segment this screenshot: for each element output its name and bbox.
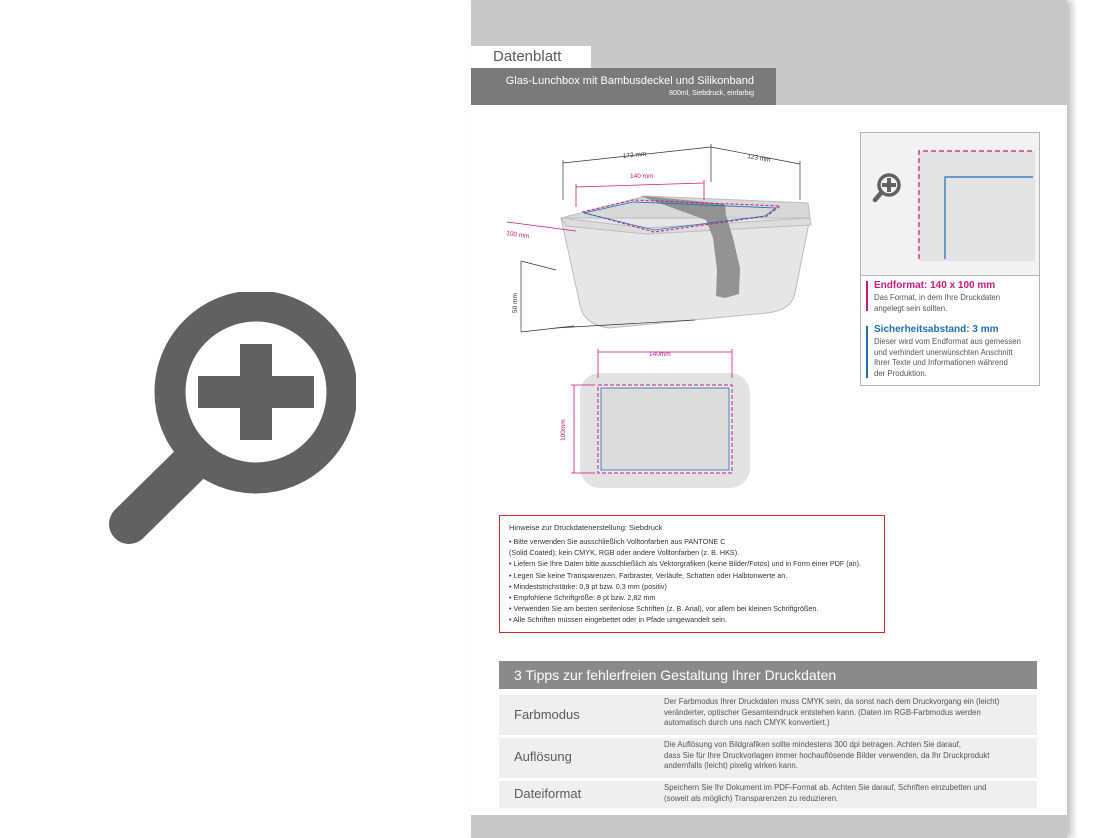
tip-text: Die Auflösung von Bildgrafiken sollte mindestens 300 dpi betragen. Achten Sie darauf, dass Sie für Ihre Druckvorlagen immer hochauflösende Bilder verwenden, da Ihr Druckprodukt andernfalls (leicht) pixelig wirken kann.	[664, 740, 990, 770]
endformat-text: Das Format, in dem Ihre Druckdaten angelegt sein sollten.	[874, 293, 1001, 313]
dim-print-width: 140 mm	[630, 173, 654, 180]
doc-type-label: Datenblatt	[471, 46, 591, 68]
notes-item: • Empfohlene Schriftgröße: 8 pt bzw. 2,82 mm	[509, 593, 656, 603]
tips-header: 3 Tipps zur fehlerfreien Gestaltung Ihrer Druckdaten	[499, 661, 1037, 689]
notes-item: • Bitte verwenden Sie ausschließlich Volltonfarben aus PANTONE C	[509, 537, 726, 546]
datasheet-page	[471, 0, 1067, 838]
zoom-in-magnifier-icon[interactable]	[104, 292, 356, 544]
tip-label: Dateiformat	[514, 786, 582, 801]
page-footer	[471, 815, 1067, 838]
product-diagram	[495, 130, 815, 500]
tip-label: Auflösung	[514, 749, 572, 764]
notes-item: • Mindeststrichstärke: 0,9 pt bzw. 0,3 mm (positiv)	[509, 581, 667, 591]
notes-item: (Solid Coated); kein CMYK, RGB oder andere Volltonfarben (z. B. HKS).	[509, 548, 740, 558]
notes-item: • Legen Sie keine Transparenzen, Farbraster, Verläufe, Schatten oder Halbtonwerte an.	[509, 570, 788, 580]
dim-width-total: 172 mm	[622, 150, 647, 160]
endformat-title: Endformat: 140 x 100 mm	[874, 280, 996, 291]
endformat-accent-bar	[866, 281, 868, 311]
safety-accent-bar	[866, 326, 868, 378]
print-data-notes	[499, 515, 885, 633]
product-title-bar	[471, 68, 776, 105]
notes-title: Hinweise zur Druckdatenerstellung: Siebdruck	[509, 523, 663, 532]
notes-item: • Liefern Sie Ihre Daten bitte ausschließlich als Vektorgrafiken (keine Bilder/Fotos) und in Form einer PDF (an).	[509, 559, 862, 569]
tip-text: Speichern Sie Ihr Dokument im PDF-Format ab. Achten Sie darauf, Schriften einzubetten und (soweit als möglich) Transparenzen zu reduzieren.	[664, 783, 987, 803]
tip-row-resolution	[499, 738, 1037, 778]
format-legend	[860, 132, 1040, 386]
dim-depth-total: 123 mm	[746, 153, 771, 165]
dim-print-depth: 100 mm	[505, 230, 530, 241]
tip-row-file-format	[499, 781, 1037, 808]
flat-print-area	[571, 349, 750, 488]
format-corner-detail	[917, 149, 1037, 261]
safety-margin-title: Sicherheitsabstand: 3 mm	[874, 324, 999, 335]
tip-text: Der Farbmodus Ihrer Druckdaten muss CMYK sein, da sonst nach dem Druckvorgang ein (leicht) veränderter, optischer Gesamteindruck entstehen kann. (Daten im RGB-Farbmodus werden automatisch durch uns nach CMYK konvertiert.)	[664, 697, 1000, 727]
tip-label: Farbmodus	[514, 707, 580, 722]
product-subtitle: 800ml, Siebdruck, einfarbig	[669, 90, 754, 97]
flat-height-label: 100mm	[560, 419, 567, 441]
flat-width-label: 140mm	[649, 351, 671, 358]
zoom-in-icon[interactable]	[872, 172, 902, 204]
product-title: Glas-Lunchbox mit Bambusdeckel und Silikonband	[505, 75, 754, 87]
dim-height: 50 mm	[512, 293, 519, 313]
legend-visual	[861, 133, 1039, 275]
notes-item: • Verwenden Sie am besten serifenlose Schriften (z. B. Arial), vor allem bei kleinen Schriftgrößen.	[509, 604, 819, 614]
notes-item: • Alle Schriften müssen eingebettet oder in Pfade umgewandelt sein.	[509, 615, 727, 625]
safety-margin-text: Dieser wird vom Endformat aus gemessen und verhindert unerwünschten Anschnitt Ihrer Texte und Informationen während der Produktion.	[874, 337, 1021, 378]
tip-row-color-mode	[499, 695, 1037, 735]
lunchbox-illustration	[561, 196, 811, 328]
legend-divider	[861, 275, 1039, 276]
